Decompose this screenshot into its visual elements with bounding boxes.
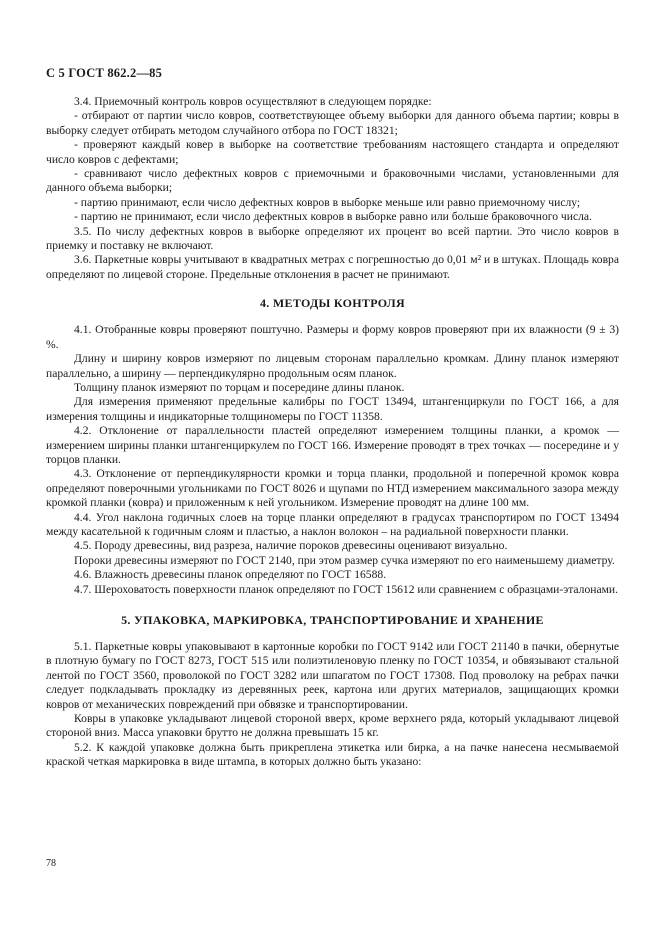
paragraph: Ковры в упаковке укладывают лицевой стороной вверх, кроме верхнего ряда, который укладывают лицевой стороной вниз. Масса упаковки брутто не должна превышать 15 кг. — [46, 712, 619, 740]
paragraph-5-1: 5.1. Паркетные ковры упаковывают в картонные коробки по ГОСТ 9142 или ГОСТ 21140 в пачки, обернутые в плотную бумагу по ГОСТ 8273, ГОСТ 515 или полиэтиленовую пленку по ГОСТ 10354, и обвязывают стальной лентой по ГОСТ 3560, проволокой по ГОСТ 3282 или шпагатом по ГОСТ 17308. Под проволоку на ребрах пачки следует подкладывать прокладку из деревянных реек, картона или других материалов, защищающих кромки ковров от механических повреждений при обвязке и транспортировании. — [46, 640, 619, 711]
paragraph-4-4: 4.4. Угол наклона годичных слоев на торце планки определяют в градусах транспортиром по ГОСТ 13494 между касательной к годичным слоям и пластью, а наклон волокон – на радиальной поверхности планки. — [46, 510, 619, 538]
paragraph-4-6: 4.6. Влажность древесины планок определяют по ГОСТ 16588. — [74, 568, 387, 582]
page-header: С 5 ГОСТ 862.2—85 — [46, 66, 163, 80]
list-item: - проверяют каждый ковер в выборке на соответствие требованиям настоящего стандарта и определяют число ковров с дефектами; — [46, 138, 619, 166]
list-item: - сравнивают число дефектных ковров с приемочными и браковочными числами, установленными для данного объема выборки; — [46, 167, 619, 195]
paragraph-3-6: 3.6. Паркетные ковры учитывают в квадратных метрах с погрешностью до 0,01 м² и в штуках. Площадь ковра определяют по лицевой стороне. Предельные отклонения в расчет не принимают. — [46, 253, 619, 281]
paragraph: Толщину планок измеряют по торцам и посередине длины планок. — [74, 380, 405, 394]
paragraph: Пороки древесины измеряют по ГОСТ 2140, при этом размер сучка измеряют по его наименьшему диаметру. — [74, 553, 615, 567]
paragraph-4-3: 4.3. Отклонение от перпендикулярности кромки и торца планки, продольной и поперечной кромок ковра определяют поверочными угольниками по ГОСТ 8026 и щупами по НТД измерением максимального зазора между кромкой планки (ковра) и приложенным к ней угольником. Измерение проводят на длине 100 мм. — [46, 467, 619, 510]
paragraph: Длину и ширину ковров измеряют по лицевым сторонам параллельно кромкам. Длину планок измеряют параллельно, а ширину — перпендикулярно продольным осям планок. — [46, 352, 619, 380]
list-item: - отбирают от партии число ковров, соответствующее объему выборки для данного объема партии; ковры в выборку следует отбирать методом случайного отбора по ГОСТ 18321; — [46, 109, 619, 137]
paragraph: Для измерения применяют предельные калибры по ГОСТ 13494, штангенциркули по ГОСТ 166, а для измерения толщины и индикаторные толщиномеры по ГОСТ 11358. — [46, 395, 619, 423]
list-item: - партию принимают, если число дефектных ковров в выборке меньше или равно приемочному числу; — [74, 195, 581, 209]
paragraph-4-2: 4.2. Отклонение от параллельности пластей определяют измерением толщины планки, а кромок — измерением ширины планки штангенциркулем по ГОСТ 166. Измерение проводят в трех точках — посередине и у торцов планки. — [46, 424, 619, 466]
section-title-4: 4. МЕТОДЫ КОНТРОЛЯ — [259, 296, 406, 311]
paragraph-4-1: 4.1. Отобранные ковры проверяют поштучно. Размеры и форму ковров проверяют при их влажности (9 ± 3) %. — [46, 323, 619, 351]
paragraph-5-2: 5.2. К каждой упаковке должна быть прикреплена этикетка или бирка, а на пачке нанесена несмываемой краской четкая маркировка в виде штампа, в которых должно быть указано: — [46, 740, 619, 769]
paragraph-3-4: 3.4. Приемочный контроль ковров осуществляют в следующем порядке: — [74, 95, 432, 108]
page-number: 78 — [46, 858, 56, 869]
document-page — [46, 66, 619, 770]
section-title-5: 5. УПАКОВКА, МАРКИРОВКА, ТРАНСПОРТИРОВАНИЕ И ХРАНЕНИЕ — [121, 613, 544, 627]
paragraph-3-5: 3.5. По числу дефектных ковров в выборке определяют их процент во всей партии. Это число ковров в приемку и поставку не включают. — [46, 224, 619, 253]
paragraph-4-7: 4.7. Шероховатость поверхности планок определяют по ГОСТ 15612 или сравнением с образцами-эталонами. — [74, 582, 619, 596]
paragraph-4-5: 4.5. Породу древесины, вид разреза, наличие пороков древесины оценивают визуально. — [74, 539, 508, 553]
list-item: - партию не принимают, если число дефектных ковров в выборке равно или больше браковочного числа. — [74, 210, 592, 224]
